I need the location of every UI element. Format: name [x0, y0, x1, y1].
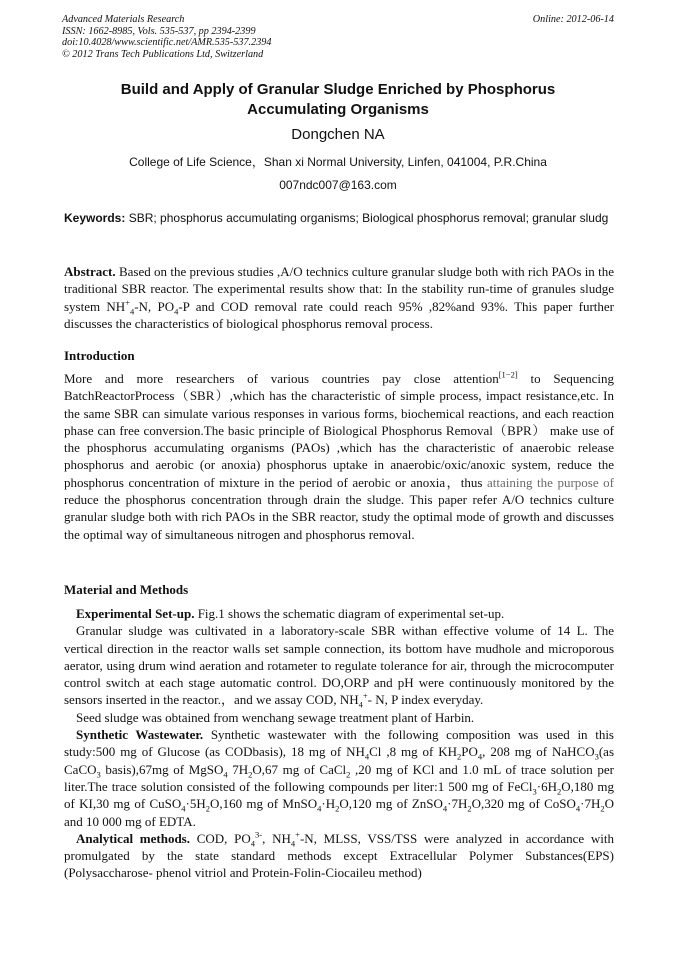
- setup-text: Fig.1 shows the schematic diagram of experimental set-up.: [194, 606, 505, 621]
- abstract-text: -N, PO: [134, 298, 175, 314]
- reactor-text: Granular sludge was cultivated in a laboratory-scale SBR withan effective volume of 14 L. The vertical direction in the reactor walls set sample connection, its bottom have mudhole and microporous aerator, using drum wind aeration and rotameter to regulate tolerance for air, through the microcomputer control switch at each stage automatic control. DO,ORP and pH were continuously monitored by the sensors inserted in the reactor.，and we assay COD, NH: [64, 623, 614, 708]
- affiliation: College of Life Science，Shan xi Normal University, Linfen, 041004, P.R.China: [129, 155, 547, 169]
- ww-text: , 208 mg of NaHCO: [482, 744, 595, 760]
- keywords: [64, 209, 614, 227]
- ww-sub: 3: [594, 751, 599, 762]
- an-sup: +: [295, 829, 300, 840]
- ww-text: ·7H: [447, 796, 468, 812]
- ww-text: O,160 mg of MnSO: [209, 796, 318, 812]
- seed-paragraph: Seed sludge was obtained from wenchang sewage treatment plant of Harbin.: [76, 709, 475, 725]
- analytical-label: Analytical methods.: [76, 830, 190, 846]
- title-line-2: Accumulating Organisms: [247, 101, 429, 118]
- analytical-paragraph: [64, 830, 614, 882]
- setup-paragraph: [64, 605, 614, 622]
- abstract: [64, 263, 614, 332]
- an-text: -N, MLSS, VSS/TSS were analyzed in accordance with promulgated by the state standard methods except Extracellular Polymer Substances(EPS) (Polysaccharose- phenol vitriol and Protein-Folin-Ciocaileu method): [64, 830, 614, 881]
- ww-text: ,20 mg of KCl and 1.0 mL of trace solution per liter.The trace solution consisted of the following compounds per liter:1 500 mg of FeCl: [64, 761, 614, 794]
- issn-line: ISSN: 1662-8985, Vols. 535-537, pp 2394-2399: [62, 25, 256, 37]
- citation[interactable]: [1−2]: [498, 369, 518, 380]
- ww-sub: 4: [442, 803, 448, 814]
- wastewater-label: Synthetic Wastewater.: [76, 727, 204, 743]
- ww-text: ·6H: [536, 778, 557, 794]
- wastewater-paragraph: [64, 726, 614, 830]
- doi-line: doi:10.4028/www.scientific.net/AMR.535-537.2394: [62, 37, 272, 49]
- abstract-label: Abstract.: [64, 264, 116, 279]
- ww-text: ·5H: [185, 796, 206, 812]
- ww-text: O and 10 000 mg of EDTA.: [64, 796, 614, 829]
- an-sub: 4: [290, 838, 296, 849]
- reactor-sub: 4: [358, 700, 363, 711]
- ww-text: O,180 mg of KI,30 mg of CuSO: [64, 778, 615, 812]
- intro-text: More and more researchers of various countries pay close attention: [64, 371, 499, 386]
- online-date: Online: 2012-06-14: [532, 14, 614, 25]
- ww-sub: 4: [575, 803, 581, 814]
- abstract-sub: 4: [174, 306, 179, 317]
- ww-text: O,67 mg of CaCl: [252, 761, 347, 777]
- abstract-text: -P and COD removal rate could reach 95% ,82%and 93%. This paper further discusses the characteristics of biological phosphorus removal process.: [64, 298, 614, 331]
- ww-text: 7H: [227, 761, 249, 777]
- author-name: Dongchen NA: [291, 126, 385, 143]
- reactor-paragraph: [64, 622, 614, 711]
- abstract-text: Based on the previous studies ,A/O technics culture granular sludge both with rich PAOs in the traditional SBR reactor. The experimental results show that: In the stability run-time of granules sludge system NH: [64, 264, 614, 314]
- ww-text: O,320 mg of CoSO: [471, 796, 576, 812]
- an-text: COD, PO: [189, 830, 251, 846]
- ww-text: PO: [461, 744, 478, 760]
- ww-text: Synthetic wastewater with the following composition was used in this study:500 mg of Glucose (as CODbasis), 18 mg of NH: [64, 727, 614, 760]
- ww-text: basis),67mg of MgSO: [100, 761, 224, 777]
- keywords-text: SBR; phosphorus accumulating organisms; Biological phosphorus removal; granular sludg: [128, 211, 609, 225]
- keywords-label: Keywords:: [64, 211, 126, 225]
- ww-sub: 2: [457, 751, 462, 762]
- ww-sub: 3: [96, 769, 101, 780]
- ww-sub: 2: [467, 803, 472, 814]
- ww-sub: 2: [248, 769, 253, 780]
- ww-text: (as CaCO: [64, 744, 615, 777]
- methods-section: [64, 605, 614, 882]
- ww-text: ·H: [321, 796, 336, 812]
- ww-sub: 2: [346, 769, 351, 780]
- ww-sub: 4: [477, 751, 483, 762]
- an-sup: 3-: [255, 829, 263, 840]
- reactor-sup: +: [362, 691, 368, 702]
- an-text: , NH: [262, 830, 291, 846]
- an-sub: 4: [250, 838, 256, 849]
- author-email[interactable]: 007ndc007@163.com: [279, 178, 397, 192]
- title-line-1: Build and Apply of Granular Sludge Enriched by Phosphorus: [120, 81, 556, 98]
- ww-sub: 2: [335, 803, 340, 814]
- intro-text-gray: attaining the purpose of: [487, 474, 614, 490]
- ww-text: ·7H: [580, 796, 601, 812]
- abstract-sup: +: [125, 297, 130, 308]
- setup-label: Experimental Set-up.: [76, 606, 195, 621]
- ww-text: Cl ,8 mg of KH: [369, 744, 458, 760]
- ww-sub: 2: [556, 786, 562, 797]
- ww-sub: 2: [600, 803, 605, 814]
- journal-header: [62, 14, 614, 60]
- ww-sub: 4: [181, 803, 186, 814]
- ww-sub: 2: [205, 803, 210, 814]
- ww-sub: 4: [364, 751, 370, 762]
- reactor-text: - N, P index everyday.: [367, 692, 484, 708]
- ww-sub: 3: [532, 786, 537, 797]
- abstract-sub: 4: [129, 306, 135, 317]
- introduction-heading: Introduction: [64, 348, 135, 363]
- journal-name: Advanced Materials Research: [62, 14, 185, 25]
- methods-heading: Material and Methods: [64, 582, 189, 597]
- introduction-paragraph: [64, 370, 614, 543]
- ww-sub: 4: [223, 769, 228, 780]
- intro-text: reduce the phosphorus concentration through drain the sludge. This paper refer A/O technics culture granular sludge both with rich PAOs in the SBR reactor, study the optimal mode of growth and discusses the optimal way of simultaneous nitrogen and phosphorus removal.: [64, 492, 614, 542]
- intro-text: to Sequencing BatchReactorProcess（SBR）,which has the characteristic of simple process, impact resistance,etc. In the same SBR can simulate various responses in various forms, biochemical reactions, and each reaction phase can free conversion.The basic principle of Biological Phosphorus Removal（BPR） make use of the phosphorus accumulating organisms (PAOs) ,which has the characteristic of anaerobic release phosphorus and aerobic (or anoxia) phosphorus uptake in anaerobic/oxic/anoxic system, reduce the phosphorus concentration of mixture in the period of aerobic or anoxia，thus: [64, 371, 614, 490]
- copyright-line: © 2012 Trans Tech Publications Ltd, Switzerland: [62, 48, 264, 60]
- ww-sub: 4: [317, 803, 322, 814]
- paper-title: [62, 80, 614, 120]
- ww-text: O,120 mg of ZnSO: [339, 796, 443, 812]
